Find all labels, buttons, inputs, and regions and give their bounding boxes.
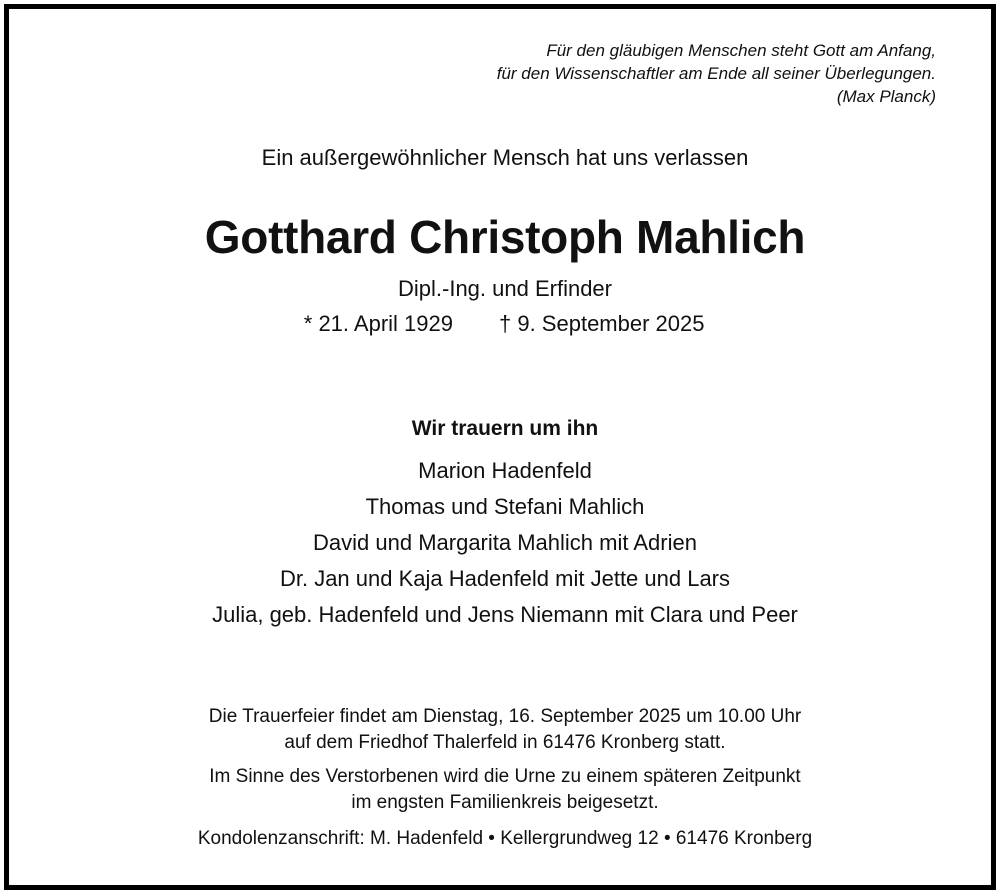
death-date: † 9. September 2025 [499,311,705,336]
mourner-name: Julia, geb. Hadenfeld und Jens Niemann mit Clara und Peer [212,602,798,627]
intro-text: Ein außergewöhnlicher Mensch hat uns verlassen [261,145,749,170]
deceased-name: Gotthard Christoph Mahlich [204,211,806,263]
quote-line-1: Für den gläubigen Menschen steht Gott am Anfang, [546,41,936,60]
ceremony-line-2: auf dem Friedhof Thalerfeld in 61476 Kronberg statt. [284,732,726,753]
urn-line-1: Im Sinne des Verstorbenen wird die Urne zu einem späteren Zeitpunkt [209,766,801,787]
mourner-name: David und Margarita Mahlich mit Adrien [313,530,697,555]
ceremony-line-1: Die Trauerfeier findet am Dienstag, 16. September 2025 um 10.00 Uhr [208,706,802,727]
quote-author: (Max Planck) [836,87,936,106]
obituary-frame [4,4,996,890]
deceased-title: Dipl.-Ing. und Erfinder [398,276,612,301]
quote-line-2: für den Wissenschaftler am Ende all seiner Überlegungen. [496,64,936,83]
mourner-name: Dr. Jan und Kaja Hadenfeld mit Jette und Lars [279,566,731,591]
mourners-heading: Wir trauern um ihn [411,417,599,440]
mourner-name: Marion Hadenfeld [418,458,592,483]
urn-line-2: im engsten Familienkreis beigesetzt. [351,792,659,813]
birth-date: * 21. April 1929 [303,311,453,336]
condolence-address: Kondolenzanschrift: M. Hadenfeld • Kellergrundweg 12 • 61476 Kronberg [197,828,813,849]
mourner-name: Thomas und Stefani Mahlich [365,494,645,519]
